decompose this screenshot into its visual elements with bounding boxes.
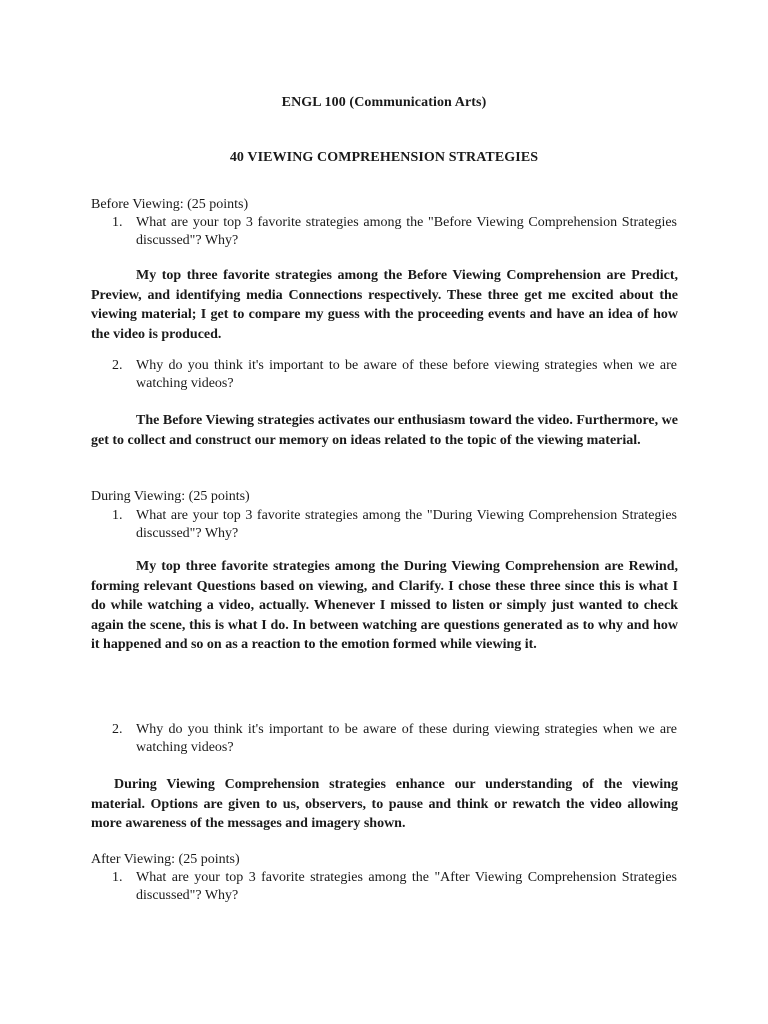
question-number: 2. [112, 722, 123, 737]
question-text-after-1: What are your top 3 favorite strategies among the "After Viewing Comprehension Strategies discussed"? Why? [136, 870, 677, 903]
answer-before-2: The Before Viewing strategies activates our enthusiasm toward the video. Furthermore, we get to collect and construct our memory on ideas related to the topic of the viewing material. [91, 413, 678, 448]
question-text-before-2: Why do you think it's important to be aware of these before viewing strategies when we are watching videos? [136, 358, 677, 391]
course-title: ENGL 100 (Communication Arts) [281, 95, 487, 110]
answer-before-1: My top three favorite strategies among the Before Viewing Comprehension are Predict, Preview, and identifying media Connections respectively. These three get me excited about the viewing material; I get to compare my guess with the proceeding events and have an idea of how the video is produced. [91, 268, 678, 342]
question-text-during-2: Why do you think it's important to be aware of these during viewing strategies when we are watching videos? [136, 722, 677, 755]
question-number: 1. [112, 508, 123, 523]
section-label-before-viewing: Before Viewing: (25 points) [91, 197, 249, 212]
question-number: 1. [112, 215, 123, 230]
answer-during-1: My top three favorite strategies among the During Viewing Comprehension are Rewind, forming relevant Questions based on viewing, and Clarify. I chose these three since this is what I do while watching a video, actually. Whenever I missed to listen or simply just wanted to check again the scene, this is what I do. In between watching are questions generated as to why and how it happened and so on as a reaction to the emotion formed while viewing it. [91, 559, 678, 652]
question-number: 2. [112, 358, 123, 373]
section-label-during-viewing: During Viewing: (25 points) [91, 489, 250, 504]
answer-during-2: During Viewing Comprehension strategies enhance our understanding of the viewing material. Options are given to us, observers, to pause and think or rewatch the video allowing more awareness of the messages and imagery shown. [91, 777, 678, 831]
assignment-title: 40 VIEWING COMPREHENSION STRATEGIES [229, 150, 539, 165]
section-label-after-viewing: After Viewing: (25 points) [91, 852, 240, 867]
question-number: 1. [112, 870, 123, 885]
question-text-during-1: What are your top 3 favorite strategies among the "During Viewing Comprehension Strategies discussed"? Why? [136, 508, 677, 541]
question-text-before-1: What are your top 3 favorite strategies among the "Before Viewing Comprehension Strategies discussed"? Why? [136, 215, 677, 248]
